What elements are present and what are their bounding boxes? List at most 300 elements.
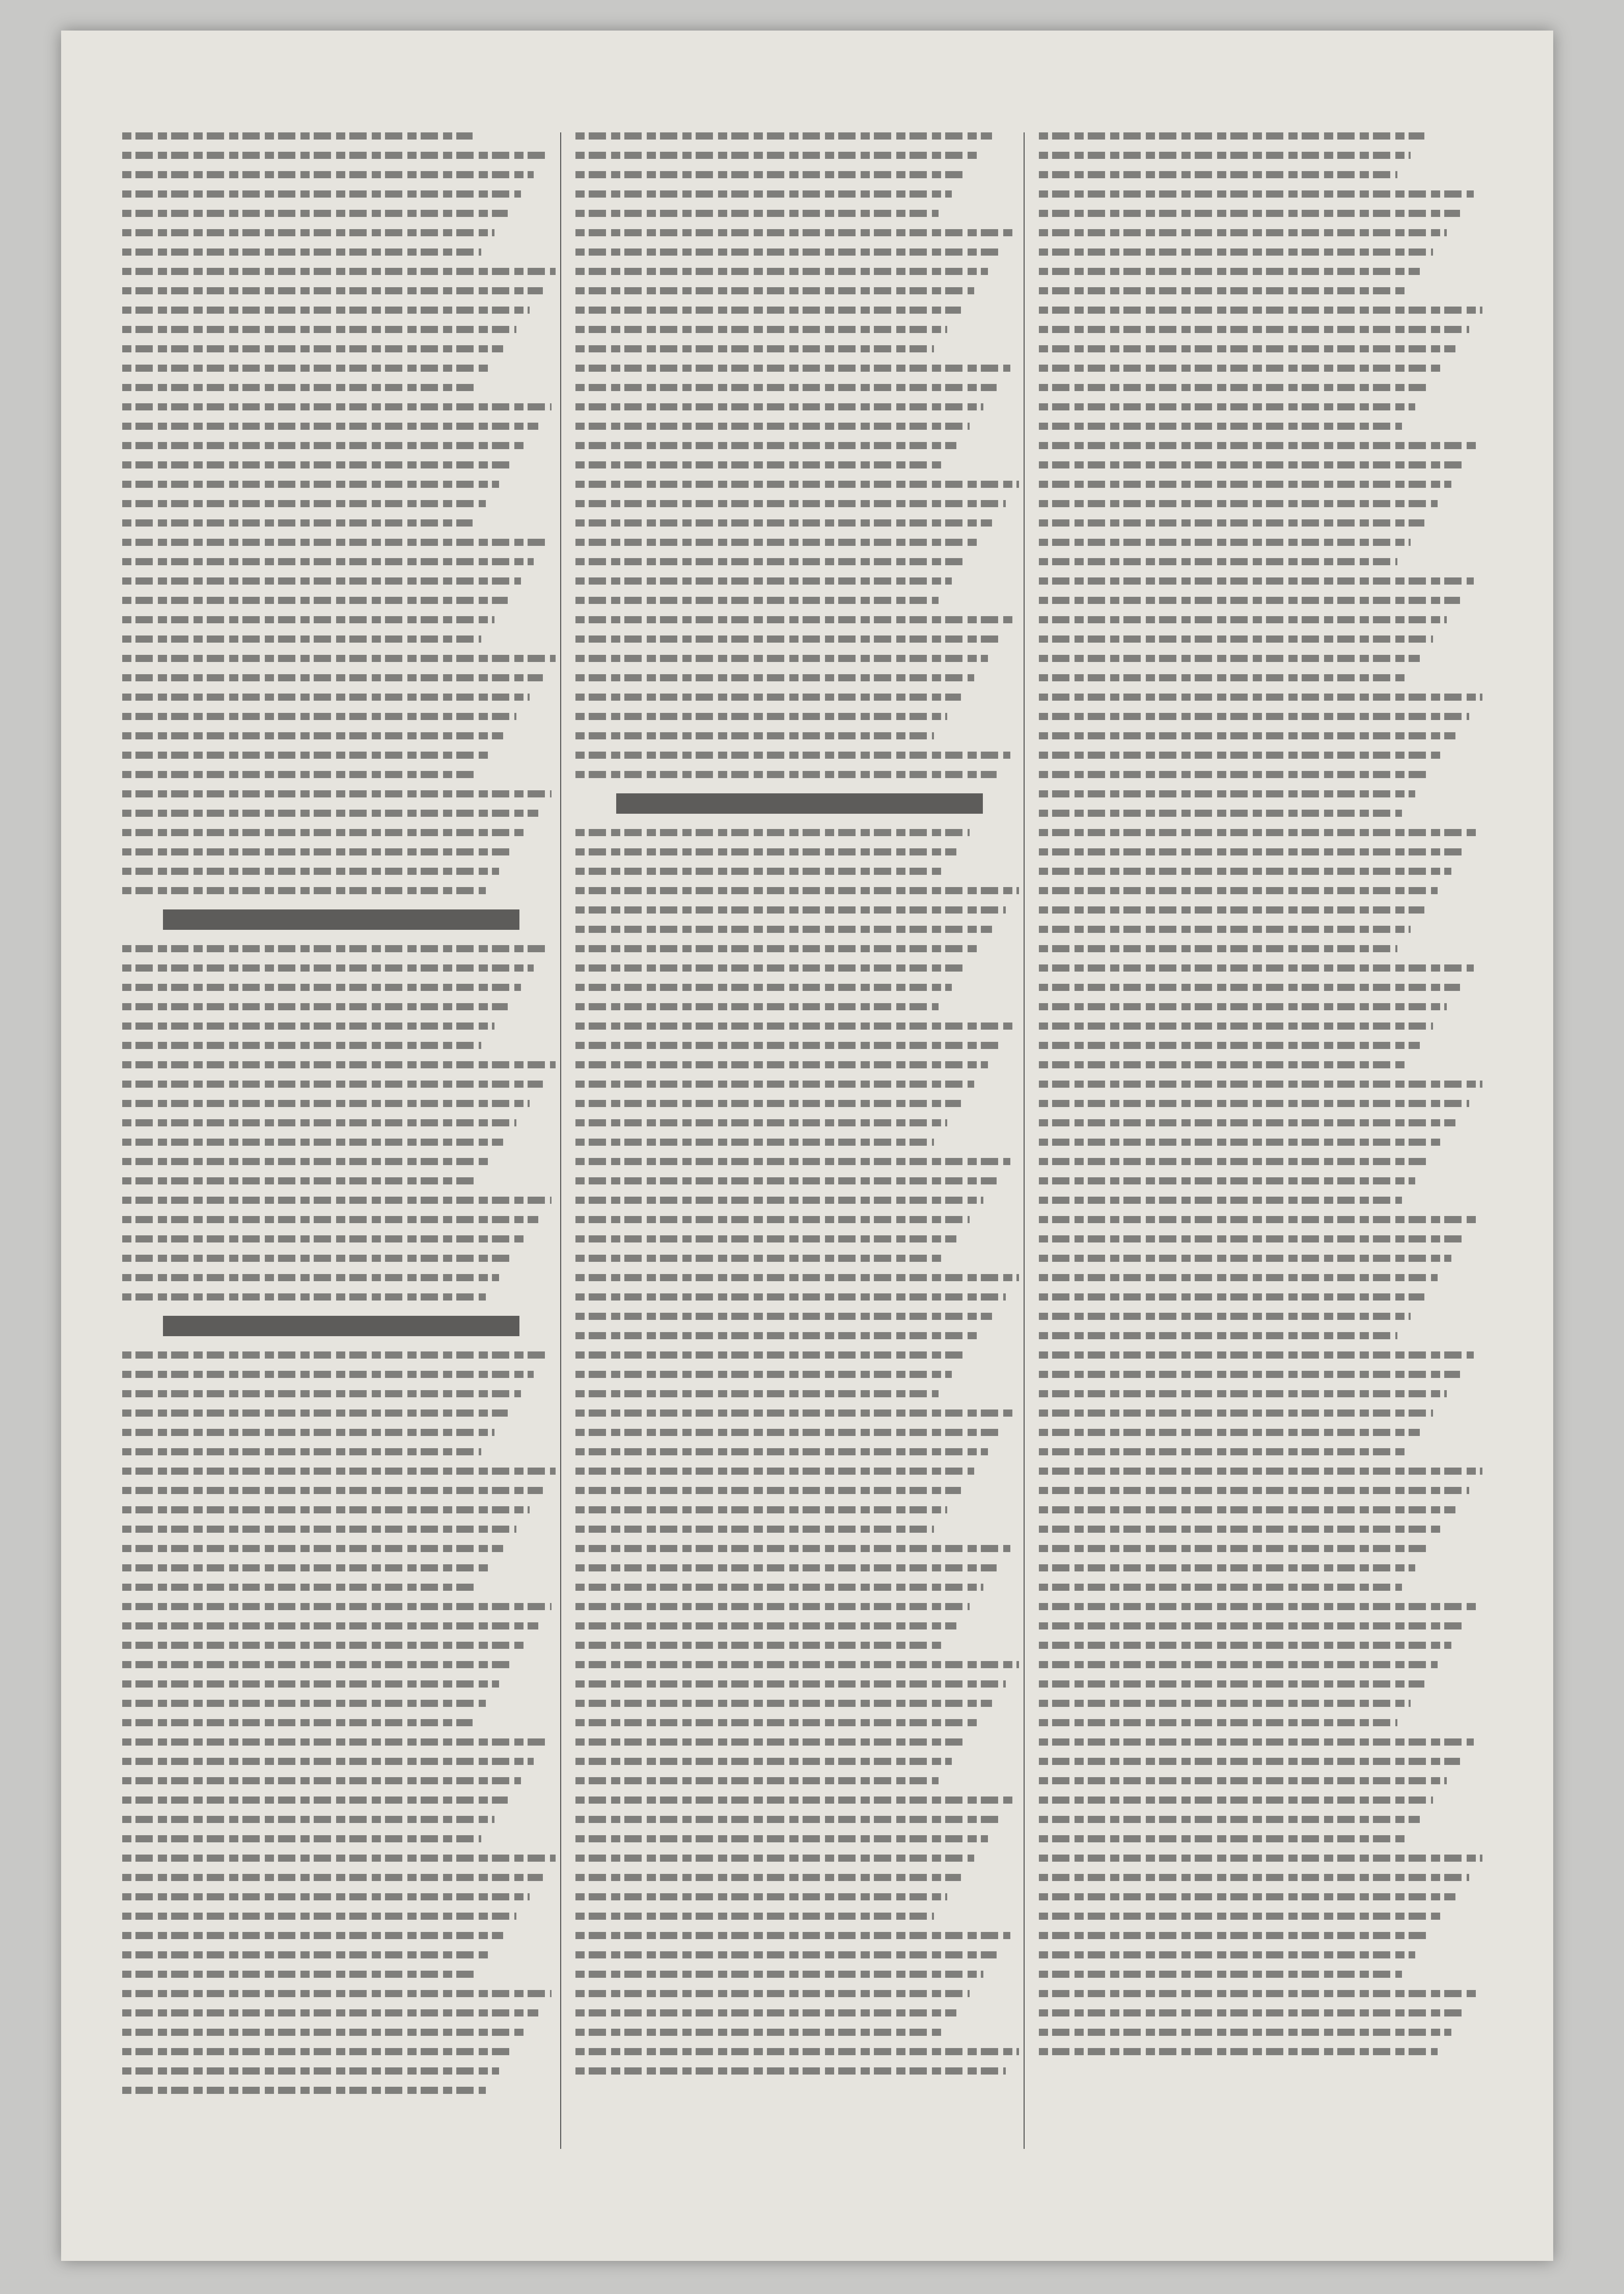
text-line-placeholder — [122, 1719, 473, 1726]
text-line-placeholder — [1039, 1680, 1424, 1688]
text-line-placeholder — [575, 597, 939, 604]
text-line-placeholder — [575, 1913, 934, 1920]
text-line-placeholder — [1039, 1758, 1460, 1765]
text-line-placeholder — [575, 1235, 956, 1242]
text-line-placeholder — [575, 1932, 1010, 1939]
text-line-placeholder — [122, 732, 503, 739]
text-line-placeholder — [122, 1932, 503, 1939]
text-line-placeholder — [575, 1777, 939, 1784]
text-line-placeholder — [122, 887, 486, 894]
text-line-placeholder — [575, 1003, 939, 1010]
text-line-placeholder — [1039, 1874, 1469, 1881]
text-line-placeholder — [1039, 732, 1455, 739]
text-line-placeholder — [122, 1855, 556, 1862]
text-line-placeholder — [122, 1816, 494, 1823]
text-line-placeholder — [575, 906, 1006, 914]
text-line-placeholder — [575, 848, 956, 855]
text-line-placeholder — [575, 1390, 939, 1397]
text-line-placeholder — [122, 771, 477, 778]
text-line-placeholder — [575, 345, 934, 352]
text-line-placeholder — [575, 210, 939, 217]
text-line-placeholder — [122, 964, 534, 972]
text-line-placeholder — [122, 248, 481, 256]
text-line-placeholder — [1039, 1816, 1420, 1823]
text-line-placeholder — [1039, 1932, 1429, 1939]
text-line-placeholder — [575, 423, 970, 430]
text-line-placeholder — [575, 1603, 970, 1610]
column-2 — [575, 132, 1025, 2149]
text-line-placeholder — [1039, 1622, 1465, 1629]
text-line-placeholder — [122, 1680, 499, 1688]
text-line-placeholder — [122, 597, 508, 604]
text-line-placeholder — [1039, 1526, 1442, 1533]
text-line-placeholder — [122, 713, 516, 720]
text-line-placeholder — [575, 307, 961, 314]
text-line-placeholder — [575, 1274, 1019, 1281]
text-line-placeholder — [122, 539, 547, 546]
text-line-placeholder — [1039, 1796, 1433, 1804]
text-line-placeholder — [122, 1468, 556, 1475]
text-line-placeholder — [1039, 384, 1429, 391]
text-line-placeholder — [122, 1874, 543, 1881]
text-line-placeholder — [575, 1835, 988, 1842]
text-line-placeholder — [122, 1061, 556, 1068]
text-line-placeholder — [1039, 1293, 1424, 1301]
text-line-placeholder — [122, 1158, 490, 1165]
text-line-placeholder — [1039, 1545, 1429, 1552]
text-line-placeholder — [1039, 1197, 1402, 1204]
text-line-placeholder — [1039, 345, 1455, 352]
text-line-placeholder — [122, 132, 473, 140]
text-line-placeholder — [1039, 442, 1478, 449]
text-line-placeholder — [575, 655, 988, 662]
section-heading-placeholder — [616, 793, 983, 814]
text-line-placeholder — [122, 423, 538, 430]
text-line-placeholder — [575, 481, 1019, 488]
text-line-placeholder — [1039, 984, 1460, 991]
text-line-placeholder — [122, 984, 521, 991]
text-line-placeholder — [122, 152, 547, 159]
text-line-placeholder — [575, 1429, 1001, 1436]
text-line-placeholder — [575, 500, 1006, 507]
text-line-placeholder — [1039, 674, 1407, 681]
text-line-placeholder — [122, 1235, 525, 1242]
text-line-placeholder — [575, 1680, 1006, 1688]
text-line-placeholder — [1039, 713, 1469, 720]
text-line-placeholder — [1039, 1951, 1415, 1958]
text-line-placeholder — [1039, 597, 1460, 604]
text-line-placeholder — [1039, 1429, 1420, 1436]
text-line-placeholder — [122, 403, 552, 410]
text-line-placeholder — [1039, 1719, 1397, 1726]
text-line-placeholder — [575, 2029, 943, 2036]
text-line-placeholder — [122, 848, 512, 855]
text-line-placeholder — [575, 1468, 974, 1475]
text-line-placeholder — [575, 984, 952, 991]
text-line-placeholder — [122, 1274, 499, 1281]
text-line-placeholder — [1039, 171, 1397, 178]
text-line-placeholder — [1039, 1390, 1447, 1397]
text-line-placeholder — [575, 1661, 1019, 1668]
text-line-placeholder — [575, 1293, 1006, 1301]
text-line-placeholder — [122, 1971, 477, 1978]
text-line-placeholder — [1039, 287, 1407, 294]
text-line-placeholder — [122, 384, 477, 391]
text-line-placeholder — [1039, 229, 1447, 236]
text-line-placeholder — [122, 442, 525, 449]
text-line-placeholder — [1039, 848, 1465, 855]
text-line-placeholder — [1039, 1855, 1482, 1862]
text-line-placeholder — [122, 1603, 552, 1610]
text-line-placeholder — [1039, 1603, 1478, 1610]
text-line-placeholder — [122, 1700, 486, 1707]
text-line-placeholder — [122, 2087, 486, 2094]
text-line-placeholder — [122, 810, 538, 817]
text-line-placeholder — [122, 500, 486, 507]
text-line-placeholder — [575, 1371, 952, 1378]
text-line-placeholder — [122, 1758, 534, 1765]
text-line-placeholder — [575, 326, 947, 333]
text-line-placeholder — [122, 1081, 543, 1088]
text-line-placeholder — [1039, 1584, 1402, 1591]
text-line-placeholder — [575, 1158, 1010, 1165]
text-line-placeholder — [122, 945, 547, 952]
text-line-placeholder — [122, 481, 499, 488]
text-line-placeholder — [1039, 964, 1474, 972]
text-line-placeholder — [1039, 1042, 1420, 1049]
text-line-placeholder — [575, 1893, 947, 1900]
text-line-placeholder — [1039, 1777, 1447, 1784]
text-line-placeholder — [575, 190, 952, 198]
text-line-placeholder — [575, 1545, 1010, 1552]
text-line-placeholder — [122, 1526, 516, 1533]
text-line-placeholder — [575, 926, 992, 933]
text-line-placeholder — [575, 577, 952, 585]
text-line-placeholder — [1039, 1274, 1438, 1281]
text-line-placeholder — [1039, 1332, 1397, 1339]
text-line-placeholder — [122, 1022, 494, 1030]
text-line-placeholder — [1039, 423, 1402, 430]
text-line-placeholder — [1039, 1216, 1478, 1223]
text-line-placeholder — [122, 1042, 481, 1049]
text-line-placeholder — [1039, 1448, 1407, 1455]
text-line-placeholder — [122, 1545, 503, 1552]
text-line-placeholder — [575, 674, 974, 681]
text-line-placeholder — [122, 1100, 530, 1107]
text-line-placeholder — [575, 1622, 956, 1629]
text-line-placeholder — [575, 2048, 1019, 2055]
text-line-placeholder — [122, 1429, 494, 1436]
text-line-placeholder — [1039, 539, 1411, 546]
text-line-placeholder — [575, 287, 974, 294]
text-line-placeholder — [1039, 1913, 1442, 1920]
text-line-placeholder — [575, 1642, 943, 1649]
text-line-placeholder — [122, 577, 521, 585]
text-line-placeholder — [122, 1119, 516, 1126]
text-line-placeholder — [1039, 248, 1433, 256]
text-line-placeholder — [122, 2048, 512, 2055]
text-line-placeholder — [122, 1738, 547, 1746]
text-line-placeholder — [122, 1990, 552, 1997]
text-line-placeholder — [575, 964, 966, 972]
text-line-placeholder — [1039, 2029, 1451, 2036]
text-line-placeholder — [122, 461, 512, 468]
text-line-placeholder — [122, 1197, 552, 1204]
text-line-placeholder — [122, 1951, 490, 1958]
text-line-placeholder — [575, 1409, 1014, 1417]
text-line-placeholder — [1039, 1100, 1469, 1107]
text-line-placeholder — [575, 461, 943, 468]
text-line-placeholder — [1039, 1119, 1455, 1126]
text-line-placeholder — [122, 326, 516, 333]
text-line-placeholder — [122, 1487, 543, 1494]
text-line-placeholder — [1039, 152, 1411, 159]
text-line-placeholder — [575, 1719, 979, 1726]
text-line-placeholder — [122, 210, 508, 217]
text-line-placeholder — [122, 1796, 508, 1804]
text-line-placeholder — [122, 655, 556, 662]
text-line-placeholder — [1039, 1158, 1429, 1165]
text-line-placeholder — [575, 771, 997, 778]
text-line-placeholder — [1039, 616, 1447, 623]
text-line-placeholder — [122, 1777, 521, 1784]
text-line-placeholder — [122, 1661, 512, 1668]
text-line-placeholder — [1039, 1661, 1438, 1668]
text-line-placeholder — [575, 1796, 1014, 1804]
text-line-placeholder — [122, 1506, 530, 1513]
text-line-placeholder — [1039, 945, 1397, 952]
text-line-placeholder — [575, 694, 961, 701]
text-line-placeholder — [1039, 1177, 1415, 1184]
text-line-placeholder — [1039, 926, 1411, 933]
text-line-placeholder — [575, 1738, 966, 1746]
text-line-placeholder — [1039, 2048, 1438, 2055]
text-line-placeholder — [575, 887, 1019, 894]
text-line-placeholder — [575, 1061, 988, 1068]
text-line-placeholder — [575, 1758, 952, 1765]
text-line-placeholder — [122, 287, 543, 294]
text-line-placeholder — [1039, 906, 1424, 914]
text-line-placeholder — [575, 1022, 1014, 1030]
text-line-placeholder — [575, 384, 997, 391]
text-line-placeholder — [1039, 190, 1474, 198]
text-line-placeholder — [575, 229, 1014, 236]
text-line-placeholder — [122, 1003, 508, 1010]
text-line-placeholder — [1039, 132, 1424, 140]
text-line-placeholder — [1039, 790, 1415, 797]
text-line-placeholder — [1039, 365, 1442, 372]
text-line-placeholder — [575, 752, 1010, 759]
text-line-placeholder — [122, 2067, 499, 2075]
column-3 — [1039, 132, 1487, 2149]
text-line-placeholder — [1039, 1738, 1474, 1746]
text-line-placeholder — [575, 868, 943, 875]
text-line-placeholder — [1039, 887, 1438, 894]
text-line-placeholder — [575, 1100, 961, 1107]
text-line-placeholder — [122, 829, 525, 836]
text-line-placeholder — [575, 152, 979, 159]
text-line-placeholder — [1039, 326, 1469, 333]
text-line-placeholder — [575, 171, 966, 178]
text-line-placeholder — [1039, 1468, 1482, 1475]
text-line-placeholder — [575, 1197, 983, 1204]
text-line-placeholder — [575, 732, 934, 739]
text-line-placeholder — [1039, 655, 1420, 662]
text-line-placeholder — [1039, 577, 1474, 585]
text-line-placeholder — [1039, 2009, 1465, 2016]
text-line-placeholder — [1039, 403, 1415, 410]
text-line-placeholder — [122, 1371, 534, 1378]
text-line-placeholder — [575, 1874, 961, 1881]
text-line-placeholder — [1039, 1835, 1407, 1842]
text-line-placeholder — [122, 616, 494, 623]
text-line-placeholder — [1039, 810, 1402, 817]
text-line-placeholder — [1039, 1990, 1478, 1997]
text-line-placeholder — [575, 1526, 934, 1533]
text-line-placeholder — [575, 1506, 947, 1513]
text-line-placeholder — [122, 1622, 538, 1629]
text-line-placeholder — [575, 1564, 997, 1571]
text-line-placeholder — [575, 829, 970, 836]
text-line-placeholder — [575, 1971, 983, 1978]
text-line-placeholder — [575, 1332, 979, 1339]
text-line-placeholder — [1039, 1081, 1482, 1088]
text-line-placeholder — [122, 2029, 525, 2036]
text-line-placeholder — [1039, 481, 1451, 488]
text-line-placeholder — [1039, 1700, 1411, 1707]
text-line-placeholder — [575, 1990, 970, 1997]
text-line-placeholder — [1039, 1351, 1474, 1359]
text-line-placeholder — [122, 558, 534, 565]
text-line-placeholder — [122, 2009, 538, 2016]
text-line-placeholder — [575, 635, 1001, 643]
section-heading-placeholder — [163, 1316, 519, 1336]
text-line-placeholder — [575, 268, 988, 275]
text-line-placeholder — [122, 1216, 538, 1223]
text-line-placeholder — [1039, 694, 1482, 701]
text-line-placeholder — [575, 1313, 992, 1320]
text-line-placeholder — [575, 1081, 974, 1088]
text-line-placeholder — [122, 229, 494, 236]
text-line-placeholder — [575, 1584, 983, 1591]
text-line-placeholder — [575, 1700, 992, 1707]
text-line-placeholder — [1039, 307, 1482, 314]
text-line-placeholder — [122, 1139, 503, 1146]
text-line-placeholder — [575, 365, 1010, 372]
text-line-placeholder — [122, 307, 530, 314]
text-line-placeholder — [575, 132, 992, 140]
text-line-placeholder — [122, 519, 473, 527]
text-line-placeholder — [575, 1255, 943, 1262]
text-line-placeholder — [122, 1177, 477, 1184]
text-line-placeholder — [122, 1390, 521, 1397]
text-line-placeholder — [1039, 1893, 1455, 1900]
text-line-placeholder — [1039, 635, 1433, 643]
text-line-placeholder — [122, 752, 490, 759]
text-line-placeholder — [122, 1893, 530, 1900]
text-line-placeholder — [122, 1255, 512, 1262]
text-line-placeholder — [1039, 1971, 1402, 1978]
text-line-placeholder — [1039, 1506, 1455, 1513]
section-heading-placeholder — [163, 909, 519, 930]
text-line-placeholder — [575, 2067, 1006, 2075]
text-line-placeholder — [1039, 1487, 1469, 1494]
text-line-placeholder — [575, 403, 983, 410]
text-line-placeholder — [122, 365, 490, 372]
text-line-placeholder — [575, 1448, 988, 1455]
text-line-placeholder — [1039, 519, 1424, 527]
text-line-placeholder — [575, 539, 979, 546]
text-line-placeholder — [122, 345, 503, 352]
text-line-placeholder — [575, 558, 966, 565]
text-line-placeholder — [1039, 500, 1438, 507]
text-line-placeholder — [122, 694, 530, 701]
newspaper-page — [61, 31, 1553, 2261]
text-line-placeholder — [122, 1351, 547, 1359]
text-line-placeholder — [1039, 1022, 1433, 1030]
text-line-placeholder — [1039, 461, 1465, 468]
text-line-placeholder — [122, 1293, 486, 1301]
text-line-placeholder — [575, 1139, 934, 1146]
text-line-placeholder — [575, 519, 992, 527]
text-line-placeholder — [122, 1584, 477, 1591]
text-line-placeholder — [122, 1642, 525, 1649]
text-line-placeholder — [1039, 1139, 1442, 1146]
text-line-placeholder — [1039, 1642, 1451, 1649]
text-line-placeholder — [1039, 558, 1397, 565]
text-line-placeholder — [1039, 1235, 1465, 1242]
text-line-placeholder — [575, 616, 1014, 623]
text-line-placeholder — [122, 1835, 481, 1842]
text-line-placeholder — [1039, 1003, 1447, 1010]
text-line-placeholder — [575, 1487, 961, 1494]
text-line-placeholder — [122, 171, 534, 178]
text-line-placeholder — [1039, 829, 1478, 836]
text-line-placeholder — [575, 1042, 1001, 1049]
text-line-placeholder — [575, 1816, 1001, 1823]
text-line-placeholder — [1039, 1313, 1411, 1320]
text-line-placeholder — [1039, 868, 1451, 875]
text-line-placeholder — [122, 868, 499, 875]
text-line-placeholder — [122, 190, 521, 198]
text-line-placeholder — [1039, 752, 1442, 759]
text-line-placeholder — [1039, 1255, 1451, 1262]
text-line-placeholder — [575, 1216, 970, 1223]
text-line-placeholder — [1039, 771, 1429, 778]
text-line-placeholder — [1039, 1564, 1415, 1571]
text-line-placeholder — [1039, 1409, 1433, 1417]
column-1 — [122, 132, 561, 2149]
text-line-placeholder — [575, 945, 979, 952]
text-line-placeholder — [122, 1913, 516, 1920]
text-line-placeholder — [575, 248, 1001, 256]
text-line-placeholder — [575, 713, 947, 720]
text-line-placeholder — [575, 1951, 997, 1958]
text-line-placeholder — [575, 1855, 974, 1862]
text-line-placeholder — [122, 1448, 481, 1455]
text-line-placeholder — [575, 2009, 956, 2016]
text-line-placeholder — [122, 635, 481, 643]
text-line-placeholder — [575, 1351, 966, 1359]
text-line-placeholder — [1039, 210, 1460, 217]
text-line-placeholder — [575, 1177, 997, 1184]
text-line-placeholder — [1039, 1371, 1460, 1378]
text-line-placeholder — [575, 1119, 947, 1126]
text-line-placeholder — [1039, 268, 1420, 275]
text-line-placeholder — [575, 442, 956, 449]
text-line-placeholder — [122, 1409, 508, 1417]
text-line-placeholder — [122, 790, 552, 797]
